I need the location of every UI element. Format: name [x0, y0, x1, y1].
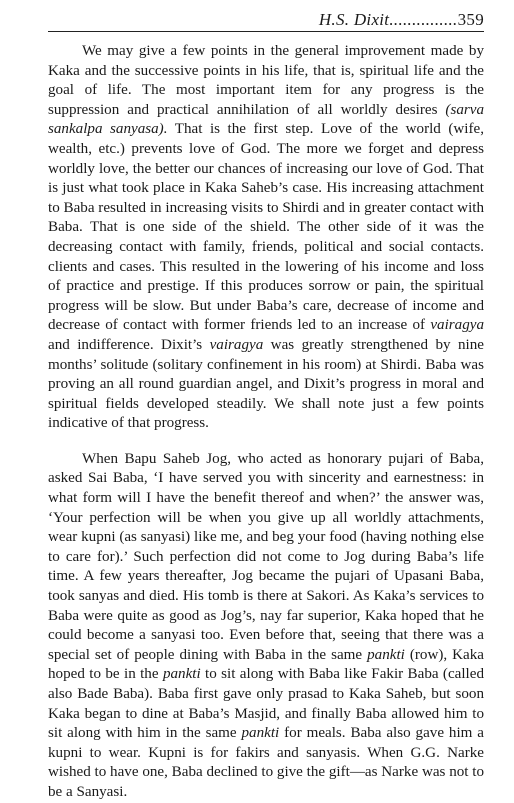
paragraph-1-italic-term-a: (sarva sankalpa sanyasa). [48, 101, 484, 138]
running-head-leader: ............... [389, 10, 458, 29]
paragraph-1-text-d: was greatly strengthened by nine months’ solitude (solitary confinement in his room) at Shirdi. Baba was proving an all round guardian angel, and Dixit’s progress in moral and spiritual fields developed steadily. We shall note just a few points indicative of that progress. [48, 336, 484, 432]
paragraph-1 [48, 42, 484, 434]
page-number: 359 [457, 10, 484, 29]
paragraph-1-text-c: and indifference. Dixit’s [48, 336, 210, 353]
paragraph-2-italic-term-c: pankti [241, 725, 280, 742]
paragraph-2-text-c: to sit along with Baba like Fakir Baba (called also Bade Baba). Baba first gave only prasad to Kaka Saheb, but soon Kaka began to dine at Baba’s Masjid, and finally Baba allowed him to sit along with him in the same [48, 666, 484, 742]
running-head-author: H.S. Dixit [318, 10, 390, 29]
paragraph-2 [48, 450, 484, 803]
running-head [48, 9, 484, 33]
paragraph-2-italic-term-b: pankti [162, 666, 201, 683]
paragraph-1-text-a: We may give a few points in the general improvement made by Kaka and the successive points in his life, that is, spiritual life and the goal of life. The most important item for any progress is the suppression and practical annihilation of all worldly desires [48, 43, 484, 118]
paragraph-1-italic-term-c: vairagya [209, 336, 264, 353]
paragraph-2-text-d: for meals. Baba also gave him a kupni to wear. Kupni is for fakirs and sanyasis. When G.G. Narke wished to have one, Baba declined to give the gift—as Narke was not to be a Sanyasi. [48, 725, 485, 800]
paragraph-2-italic-term-a: pankti [367, 646, 405, 663]
paragraph-1-italic-term-b: vairagya [430, 317, 484, 334]
header-rule [48, 31, 484, 32]
paragraph-2-text-a: When Bapu Saheb Jog, who acted as honorary pujari of Baba, asked Sai Baba, ‘I have served you with sincerity and earnestness: in what form will I have the benefit thereof and when?’ the answer was, ‘Your perfection will be when you give up all worldly attachments, wear kupni (as sanyasi) like me, and beg your food (having nothing else to care for).’ Such perfection did not come to Jog during Baba’s life time. A few years thereafter, Jog became the pujari of Upasani Baba, took sanyas and died. His tomb is there at Sakori. As Kaka’s services to Baba were quite as good as Jog’s, nay far superior, Kaka hoped that he could become a sanyasi too. Even before that, seeing that there was a special set of people dining with Baba in the same [48, 450, 484, 663]
body-text [48, 42, 484, 803]
paragraph-2-text-b: (row), Kaka hoped to be in the [48, 646, 484, 683]
paragraph-1-text-b: That is the first step. Love of the world (wife, wealth, etc.) prevents love of God. The more we forget and depress worldly love, the better our chances of increasing our love of God. That is just what took place in Kaka Saheb’s case. His increasing attachment to Baba resulted in increasing visits to Shirdi and in greater contact with Baba. That is one side of the shield. The other side of it was the decreasing contact with family, friends, political and social contacts. clients and cases. This resulted in the lowering of his income and loss of practice and prestige. If this produces sorrow or pain, the spiritual progress will be slow. But under Baba’s care, decrease of income and decrease of contact with former friends led to an increase of [48, 121, 485, 334]
